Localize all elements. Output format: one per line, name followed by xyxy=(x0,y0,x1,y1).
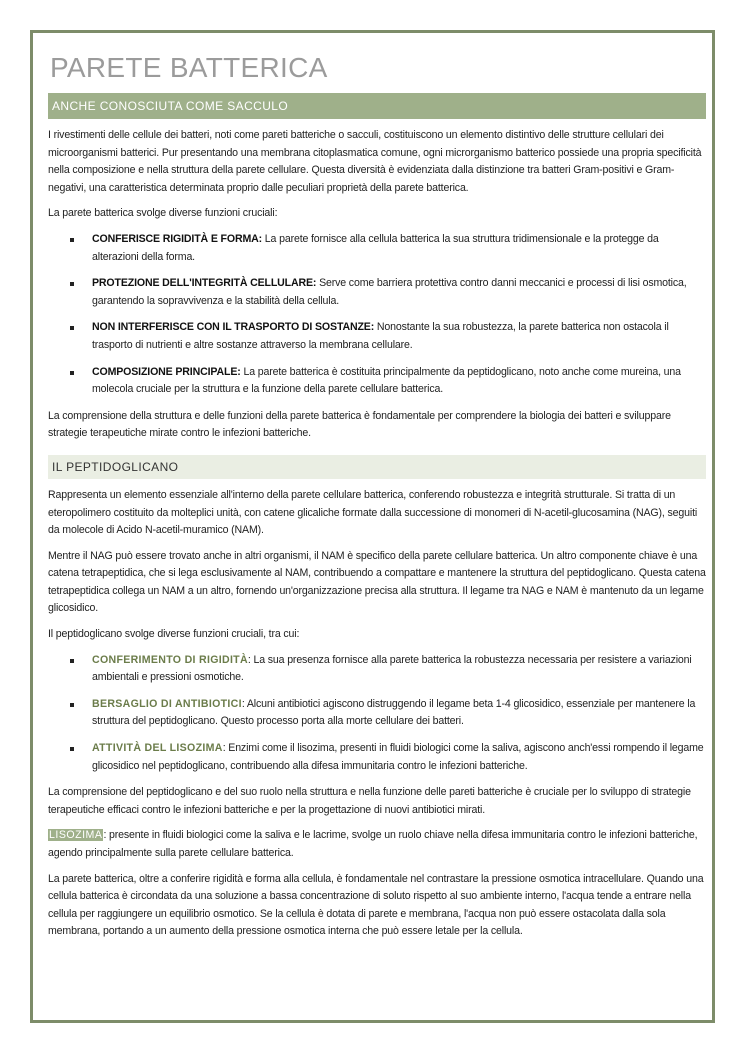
paragraph: La comprensione del peptidoglicano e del suo ruolo nella struttura e nella funzione delle pareti batteriche è cruciale per lo sviluppo di strategie terapeutiche efficaci contro le infezioni batteriche e per la progettazione di nuovi antibiotici mirati. xyxy=(48,786,691,816)
lisozima-paragraph: LISOZIMA: presente in fluidi biologici come la saliva e le lacrime, svolge un ruolo chiave nella difesa immunitaria contro le infezioni batteriche, agendo principalmente sulla parete cellulare batterica. xyxy=(48,829,698,859)
paragraph: La comprensione della struttura e delle funzioni della parete batterica è fondamentale per comprendere la biologia dei batteri e sviluppare strategie terapeutiche mirate contro le infezioni batteriche. xyxy=(48,409,671,440)
paragraph: La parete batterica, oltre a conferire rigidità e forma alla cellula, è fondamentale nel contrastare la pressione osmotica intracellulare. Quando una cellula batterica è circondata da una soluzione a bassa concentrazione di soluto rispetto al suo ambiente interno, l'acqua tende a entrare nella cellula per raggiungere un equilibrio osmotico. Se la cellula è dotata di parete e membrana, l'acqua non può essere ostacolata dalla sola membrana, portando a un aumento della pressione osmotica interna che può essere letale per la cellula. xyxy=(48,872,704,938)
function-list xyxy=(48,231,706,399)
page-title: PARETE BATTERICA xyxy=(50,52,328,83)
highlighted-term: LISOZIMA xyxy=(49,829,103,842)
paragraph: I rivestimenti delle cellule dei batteri, noti come pareti batteriche o sacculi, costituiscono un elemento distintivo delle strutture cellulari dei microorganismi batterici. Pur presentando una membrana citoplasmatica comune, ogni microrganismo batterico possiede una propria specificità nella composizione e nella struttura della parete cellulare. Questa diversità è evidenziata dalla distinzione tra batteri Gram-positivi e Gram-negativi, una caratteristica determinata proprio dalle peculiari proprietà della parete batterica. xyxy=(48,129,702,194)
list-item: CONFERISCE RIGIDITÀ E FORMA: La parete fornisce alla cellula batterica la sua struttura tridimensionale e la protegge da alterazioni della forma. xyxy=(92,231,706,266)
paragraph: Rappresenta un elemento essenziale all'interno della parete cellulare batterica, conferendo robustezza e integrità strutturale. Si tratta di un eteropolimero costituito da molteplici unità, con catene glicaliche formate dalla successione di monomeri di N-acetil-glucosamina (NAG), seguiti da molecole di Acido N-acetil-muramico (NAM). xyxy=(48,488,698,537)
section-heading-sacculo: ANCHE CONOSCIUTA COME SACCULO xyxy=(48,93,706,119)
list-item: BERSAGLIO DI ANTIBIOTICI: Alcuni antibiotici agiscono distruggendo il legame beta 1-4 glicosidico, essenziale per mantenere la struttura del peptidoglicano. Questo processo porta alla morte cellulare dei batteri. xyxy=(92,696,706,731)
page-frame xyxy=(30,30,715,1023)
paragraph: Mentre il NAG può essere trovato anche in altri organismi, il NAM è specifico della parete cellulare batterica. Un altro componente chiave è una catena tetrapeptidica, che si lega esclusivamente al NAM, contribuendo a compattare e mantenere la struttura del peptidoglicano. Questa catena tetrapeptidica collega un NAM a un altro, fornendo un'organizzazione precisa alla struttura. Il legame tra NAG e NAM è mantenuto da un legame glicosidico. xyxy=(48,549,706,615)
list-item: NON INTERFERISCE CON IL TRASPORTO DI SOSTANZE: Nonostante la sua robustezza, la parete batterica non ostacola il trasporto di nutrienti e altre sostanze attraverso la membrana cellulare. xyxy=(92,319,706,354)
list-item: ATTIVITÀ DEL LISOZIMA: Enzimi come il lisozima, presenti in fluidi biologici come la saliva, agiscono anch'essi rompendo il legame glicosidico nel peptidoglicano, contribuendo alla difesa immunitaria contro le infezioni batteriche. xyxy=(92,740,706,775)
list-item: COMPOSIZIONE PRINCIPALE: La parete batterica è costituita principalmente da peptidoglicano, noto anche come mureina, una molecola cruciale per la struttura e la funzione della parete cellulare batterica. xyxy=(92,364,706,399)
paragraph: La parete batterica svolge diverse funzioni cruciali: xyxy=(48,207,278,220)
peptidoglicano-function-list xyxy=(48,652,706,776)
list-item: PROTEZIONE DELL'INTEGRITÀ CELLULARE: Serve come barriera protettiva contro danni meccanici e processi di lisi osmotica, garantendo la sopravvivenza e la stabilità della cellula. xyxy=(92,275,706,310)
section-heading-peptidoglicano: IL PEPTIDOGLICANO xyxy=(48,455,706,479)
paragraph: Il peptidoglicano svolge diverse funzioni cruciali, tra cui: xyxy=(48,628,300,641)
list-item: CONFERIMENTO DI RIGIDITÀ: La sua presenza fornisce alla parete batterica la robustezza necessaria per resistere a variazioni ambientali e pressioni osmotiche. xyxy=(92,652,706,687)
